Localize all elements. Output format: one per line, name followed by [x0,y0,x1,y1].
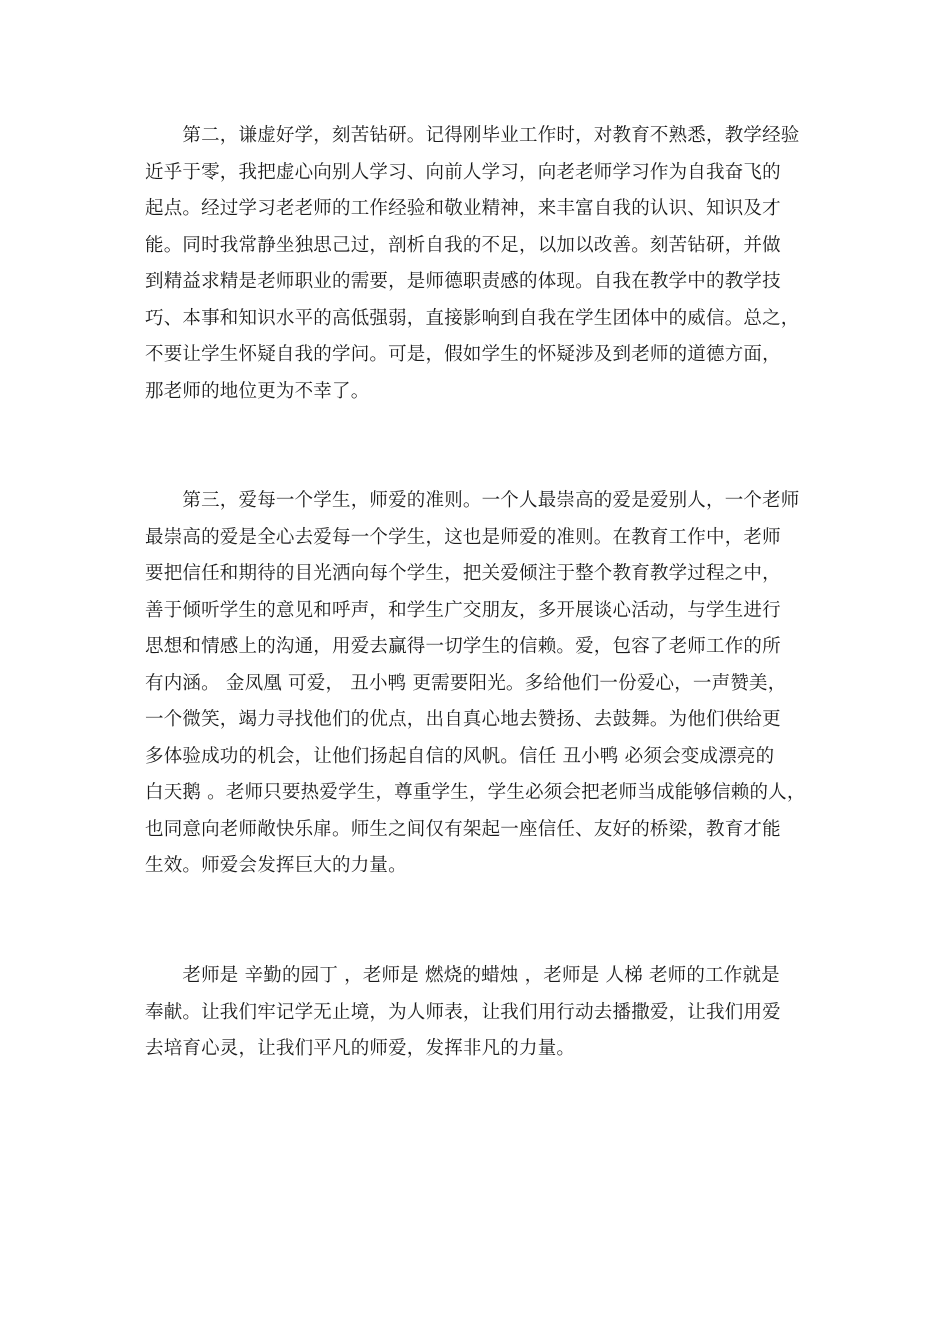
text-line: 第二，谦虚好学，刻苦钻研。记得刚毕业工作时，对教育不熟悉，教学经验 [145,125,800,146]
text-line: 不要让学生怀疑自我的学问。可是，假如学生的怀疑涉及到老师的道德方面， [145,344,781,365]
paragraph-third-point [145,483,825,885]
text-line: 一个微笑，竭力寻找他们的优点，出自真心地去赞扬、去鼓舞。为他们供给更 [145,709,781,730]
text-line: 也同意向老师敞快乐扉。师生之间仅有架起一座信任、友好的桥梁，教育才能 [145,818,781,840]
text-line: 奉献。让我们牢记学无止境，为人师表，让我们用行动去播撒爱，让我们用爱 [145,1001,781,1023]
text-line: 白天鹅 。老师只要热爱学生，尊重学生，学生必须会把老师当成能够信赖的人， [145,782,806,803]
text-line: 到精益求精是老师职业的需要，是师德职责感的体现。自我在教学中的教学技 [145,271,781,292]
text-line: 那老师的地位更为不幸了。 [145,380,370,402]
text-line: 最崇高的爱是全心去爱每一个学生，这也是师爱的准则。在教育工作中，老师 [145,526,781,548]
text-line: 有内涵。 金凤凰 可爱， 丑小鸭 更需要阳光。多给他们一份爱心，一声赞美， [145,672,787,694]
text-line: 思想和情感上的沟通，用爱去赢得一切学生的信赖。爱，包容了老师工作的所 [145,636,781,657]
text-line: 生效。师爱会发挥巨大的力量。 [145,855,407,876]
paragraph-conclusion [145,958,825,1068]
text-line: 善于倾听学生的意见和呼声，和学生广交朋友，多开展谈心活动，与学生进行 [145,599,781,621]
text-line: 老师是 辛勤的园丁 ，老师是 燃烧的蜡烛 ，老师是 人梯 老师的工作就是 [145,965,780,986]
text-line: 近乎于零，我把虚心向别人学习、向前人学习，向老老师学习作为自我奋飞的 [145,161,781,183]
text-line: 多体验成功的机会，让他们扬起自信的风帆。信任 丑小鸭 必须会变成漂亮的 [145,745,775,767]
text-line: 起点。经过学习老老师的工作经验和敬业精神，来丰富自我的认识、知识及才 [145,198,781,219]
text-line: 巧、本事和知识水平的高低强弱，直接影响到自我在学生团体中的威信。总之， [145,307,800,329]
paragraph-second-point [145,118,825,410]
text-line: 要把信任和期待的目光洒向每个学生，把关爱倾注于整个教育教学过程之中， [145,563,781,584]
text-line: 去培育心灵，让我们平凡的师爱，发挥非凡的力量。 [145,1038,576,1059]
text-line: 第三，爱每一个学生，师爱的准则。一个人最崇高的爱是爱别人，一个老师 [145,490,800,511]
text-line: 能。同时我常静坐独思己过，剖析自我的不足，以加以改善。刻苦钻研，并做 [145,234,781,256]
